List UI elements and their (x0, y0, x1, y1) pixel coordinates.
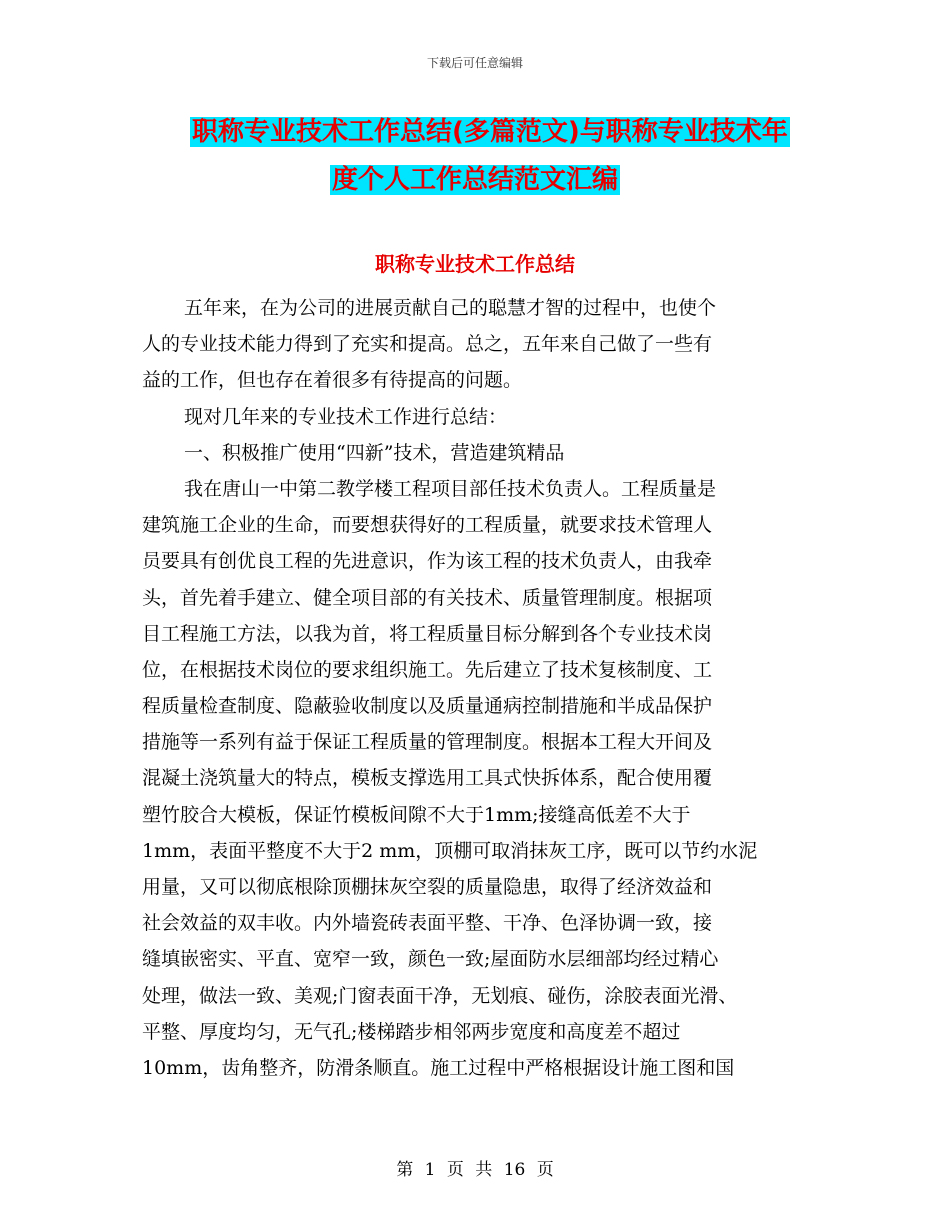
paragraph-line: 缝填嵌密实、平直、宽窄一致，颜色一致;屋面防水层细部均经过精心 (142, 948, 719, 971)
document-title-line-1: 职称专业技术工作总结(多篇范文)与职称专业技术年 (192, 117, 788, 147)
paragraph-line: 建筑施工企业的生命，而要想获得好的工程质量，就要求技术管理人 (142, 514, 713, 537)
paragraph-line: 益的工作，但也存在着很多有待提高的问题。 (142, 369, 523, 392)
paragraph-line: 用量，又可以彻底根除顶棚抹灰空裂的质量隐患，取得了经济效益和 (142, 876, 713, 898)
paragraph-line: 目工程施工方法，以我为首，将工程质量目标分解到各个专业技术岗 (142, 622, 713, 645)
page-number: 第 1 页 共 16 页 (396, 1160, 554, 1180)
paragraph-line: 平整、厚度均匀，无气孔;楼梯踏步相邻两步宽度和高度差不超过 (142, 1020, 681, 1043)
paragraph-line: 一、积极推广使用“四新”技术，营造建筑精品 (184, 441, 565, 464)
paragraph-line: 位，在根据技术岗位的要求组织施工。先后建立了技术复核制度、工 (142, 658, 713, 681)
paragraph-line: 处理，做法一致、美观;门窗表面干净，无划痕、碰伤，涂胶表面光滑、 (142, 984, 738, 1007)
paragraph-line: 措施等一系列有益于保证工程质量的管理制度。根据本工程大开间及 (142, 731, 713, 754)
paragraph-line: 塑竹胶合大模板，保证竹模板间隙不大于1mm;接缝高低差不大于 (142, 803, 691, 826)
paragraph-line: 程质量检查制度、隐蔽验收制度以及质量通病控制措施和半成品保护 (142, 695, 713, 718)
page-header-note: 下载后可任意编辑 (426, 56, 523, 70)
paragraph-line: 社会效益的双丰收。内外墙瓷砖表面平整、干净、色泽协调一致，接 (142, 912, 713, 935)
paragraph-line: 10mm，齿角整齐，防滑条顺直。施工过程中严格根据设计施工图和国 (142, 1056, 735, 1079)
paragraph-line: 我在唐山一中第二教学楼工程项目部任技术负责人。工程质量是 (184, 477, 717, 500)
paragraph-line: 混凝土浇筑量大的特点，模板支撑选用工具式快拆体系，配合使用覆 (142, 767, 713, 790)
body-text (142, 290, 822, 1086)
paragraph-line: 人的专业技术能力得到了充实和提高。总之，五年来自己做了一些有 (142, 333, 713, 356)
document-title-line-2: 度个人工作总结范文汇编 (332, 165, 619, 195)
paragraph-line: 五年来，在为公司的进展贡献自己的聪慧才智的过程中，也使个 (184, 297, 717, 319)
paragraph-line: 员要具有创优良工程的先进意识，作为该工程的技术负责人，由我牵 (142, 550, 713, 573)
paragraph-line: 1mm，表面平整度不大于2 mm，顶棚可取消抹灰工序，既可以节约水泥 (142, 839, 758, 862)
paragraph-line: 现对几年来的专业技术工作进行总结： (184, 405, 508, 428)
paragraph-line: 头，首先着手建立、健全项目部的有关技术、质量管理制度。根据项 (142, 586, 713, 609)
document-title (190, 108, 820, 204)
section-title: 职称专业技术工作总结 (375, 252, 575, 276)
